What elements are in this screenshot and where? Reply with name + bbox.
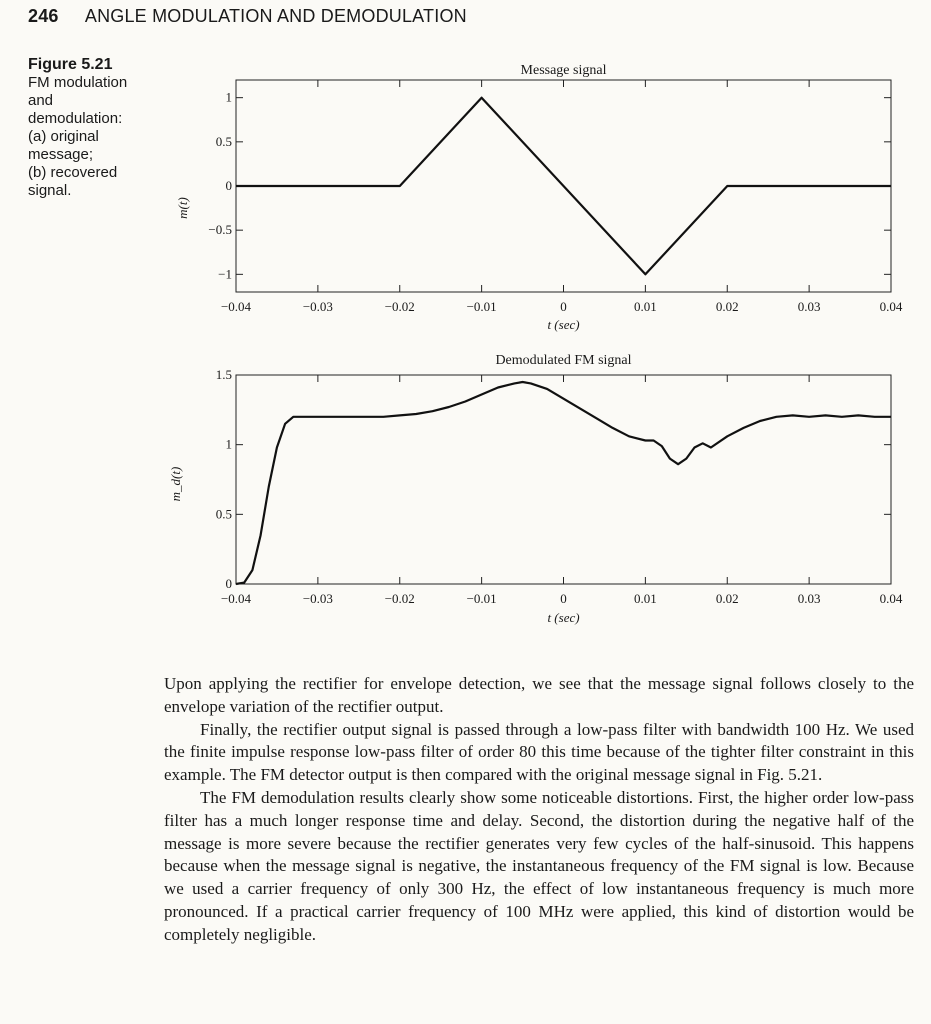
x-tick-label: −0.02: [384, 591, 415, 606]
x-tick-label: 0.01: [634, 591, 657, 606]
y-tick-label: 1: [225, 436, 232, 452]
series-line: [236, 382, 891, 584]
chart-title: Message signal: [520, 63, 607, 78]
y-tick-label: 0.5: [215, 506, 232, 522]
x-tick-label: −0.01: [466, 299, 497, 314]
caption-line: (b) recovered: [28, 164, 118, 181]
y-tick-label: 0.5: [215, 133, 232, 149]
x-tick-label: −0.04: [220, 591, 252, 606]
x-tick-label: 0.02: [715, 299, 739, 314]
y-axis-label: m(t): [175, 197, 190, 219]
y-tick-label: −0.5: [208, 222, 232, 238]
caption-line: demodulation:: [28, 110, 123, 127]
x-tick-label: −0.04: [220, 299, 252, 314]
x-tick-label: 0.04: [879, 299, 903, 314]
y-tick-label: −1: [218, 266, 232, 282]
chart-title: Demodulated FM signal: [495, 353, 632, 368]
caption-line: and: [28, 92, 54, 109]
x-axis-label: t (sec): [547, 610, 580, 625]
y-tick-label: 0: [225, 178, 232, 193]
y-tick-label: 1.5: [215, 367, 232, 382]
body-text: [164, 673, 914, 947]
y-axis-label: m_d(t): [168, 466, 183, 502]
y-tick-label: 1: [225, 89, 232, 105]
caption-line: message;: [28, 146, 94, 163]
x-tick-label: −0.01: [466, 591, 497, 606]
x-tick-label: −0.03: [302, 591, 333, 606]
y-tick-label: 0: [225, 576, 232, 591]
paragraph: Finally, the rectifier output signal is passed through a low-pass filter with bandwidth 100 Hz. We used the finite impulse response low-pass filter of order 80 this time because of the tighter filter constraint in this example. The FM detector output is then compared with the original message signal in Fig. 5.21.: [164, 719, 914, 785]
x-tick-label: 0.03: [797, 591, 821, 606]
x-tick-label: 0.01: [634, 299, 657, 314]
chapter-title: ANGLE MODULATION AND DEMODULATION: [84, 6, 467, 26]
figure-label: Figure 5.21: [28, 56, 113, 73]
x-tick-label: −0.03: [302, 299, 333, 314]
paragraph: The FM demodulation results clearly show some noticeable distortions. First, the higher order low-pass filter has a much longer response time and delay. Second, the distortion during the negative half of the message is more severe because the rectifier generates very few cycles of the half-sinusoid. This happens because when the message signal is negative, the instantaneous frequency of the FM signal is low. Because we used a carrier frequency of only 300 Hz, the effect of low instantaneous frequency is much more pronounced. If a practical carrier frequency of 100 MHz were applied, this kind of distortion would be completely negligible.: [164, 787, 914, 944]
page-number: 246: [28, 6, 59, 26]
x-tick-label: 0: [560, 299, 567, 314]
x-axis-label: t (sec): [547, 317, 580, 332]
paragraph: Upon applying the rectifier for envelope detection, we see that the message signal follows closely to the envelope variation of the rectifier output.: [164, 674, 914, 716]
caption-line: signal.: [28, 182, 72, 199]
caption-line: FM modulation: [28, 74, 128, 91]
x-tick-label: 0.04: [879, 591, 903, 606]
x-tick-label: 0: [560, 591, 567, 606]
x-tick-label: 0.03: [797, 299, 821, 314]
caption-line: (a) original: [28, 128, 99, 145]
x-tick-label: 0.02: [715, 591, 739, 606]
x-tick-label: −0.02: [384, 299, 415, 314]
plot-frame: [236, 375, 891, 584]
